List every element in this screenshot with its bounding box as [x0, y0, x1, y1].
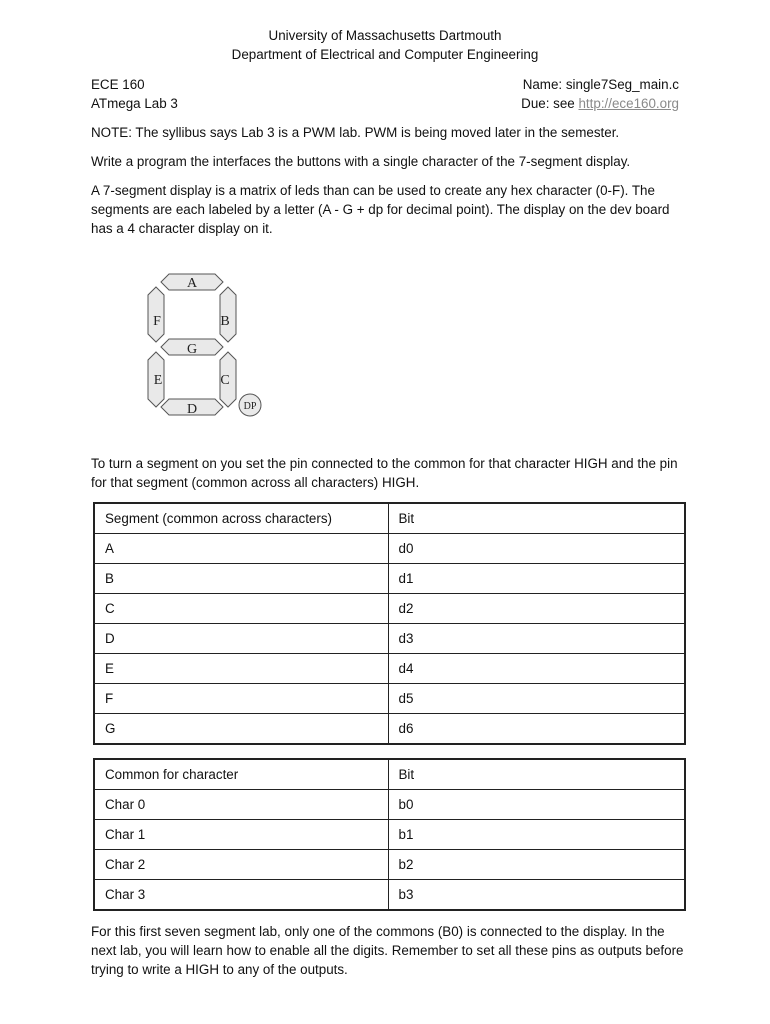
table-cell: Char 2 [94, 850, 388, 880]
label-f: F [153, 314, 161, 329]
label-g: G [186, 342, 198, 357]
table-row [94, 790, 685, 820]
table-cell: b2 [388, 850, 685, 880]
course-website-link[interactable]: http://ece160.org [578, 96, 679, 111]
table-cell: D [94, 624, 388, 654]
table-cell: d2 [388, 594, 685, 624]
table-cell: G [94, 714, 388, 745]
table-cell: Char 0 [94, 790, 388, 820]
header-cell: Common for character [94, 759, 388, 790]
description-paragraph: A 7-segment display is a matrix of leds than can be used to create any hex character (0-F). The segments are each labeled by a letter (A - G + dp for decimal point). The display on the dev board has a 4 character display on it. [91, 183, 670, 236]
table-cell: b1 [388, 820, 685, 850]
table-row [94, 820, 685, 850]
label-a: A [186, 276, 198, 291]
note-paragraph: NOTE: The syllibus says Lab 3 is a PWM lab. PWM is being moved later in the semester. [91, 125, 620, 140]
header-cell: Bit [388, 503, 685, 534]
table-cell: C [94, 594, 388, 624]
due-prefix: Due: see [521, 96, 579, 111]
table-cell: d6 [388, 714, 685, 745]
table-header-row [94, 759, 685, 790]
label-b: B [220, 314, 230, 329]
table-row [94, 880, 685, 911]
task-paragraph: Write a program the interfaces the buttons with a single character of the 7-segment display. [91, 154, 631, 169]
table-row [94, 714, 685, 745]
table-row [94, 684, 685, 714]
lab-title: ATmega Lab 3 [91, 96, 178, 111]
due-line [521, 95, 679, 113]
table-cell: d3 [388, 624, 685, 654]
header-cell: Segment (common across characters) [94, 503, 388, 534]
table-cell: d5 [388, 684, 685, 714]
segment-table [93, 502, 686, 745]
table-cell: A [94, 534, 388, 564]
label-e: E [153, 373, 163, 388]
table-header-row [94, 503, 685, 534]
table-cell: b3 [388, 880, 685, 911]
table-row [94, 624, 685, 654]
table-row [94, 564, 685, 594]
label-dp: DP [243, 401, 257, 412]
table-row [94, 534, 685, 564]
label-d: D [186, 402, 198, 417]
turn-on-paragraph: To turn a segment on you set the pin connected to the common for that character HIGH and the pin for that segment (common across all characters) HIGH. [91, 456, 678, 490]
table-cell: d0 [388, 534, 685, 564]
table-cell: d4 [388, 654, 685, 684]
header-cell: Bit [388, 759, 685, 790]
table-cell: B [94, 564, 388, 594]
table-cell: E [94, 654, 388, 684]
common-table [93, 758, 686, 911]
table-row [94, 594, 685, 624]
file-name: Name: single7Seg_main.c [522, 77, 679, 92]
seven-segment-diagram [140, 270, 275, 422]
table-cell: Char 3 [94, 880, 388, 911]
label-c: C [220, 373, 230, 388]
table-cell: Char 1 [94, 820, 388, 850]
closing-paragraph: For this first seven segment lab, only one of the commons (B0) is connected to the display. In the next lab, you will learn how to enable all the digits. Remember to set all these pins as outputs before trying to write a HIGH to any of the outputs. [91, 924, 684, 977]
department-title: Department of Electrical and Computer Engineering [231, 47, 539, 62]
table-row [94, 850, 685, 880]
course-code: ECE 160 [91, 77, 145, 92]
table-cell: b0 [388, 790, 685, 820]
table-row [94, 654, 685, 684]
table-cell: d1 [388, 564, 685, 594]
university-title: University of Massachusetts Dartmouth [268, 28, 502, 43]
table-cell: F [94, 684, 388, 714]
